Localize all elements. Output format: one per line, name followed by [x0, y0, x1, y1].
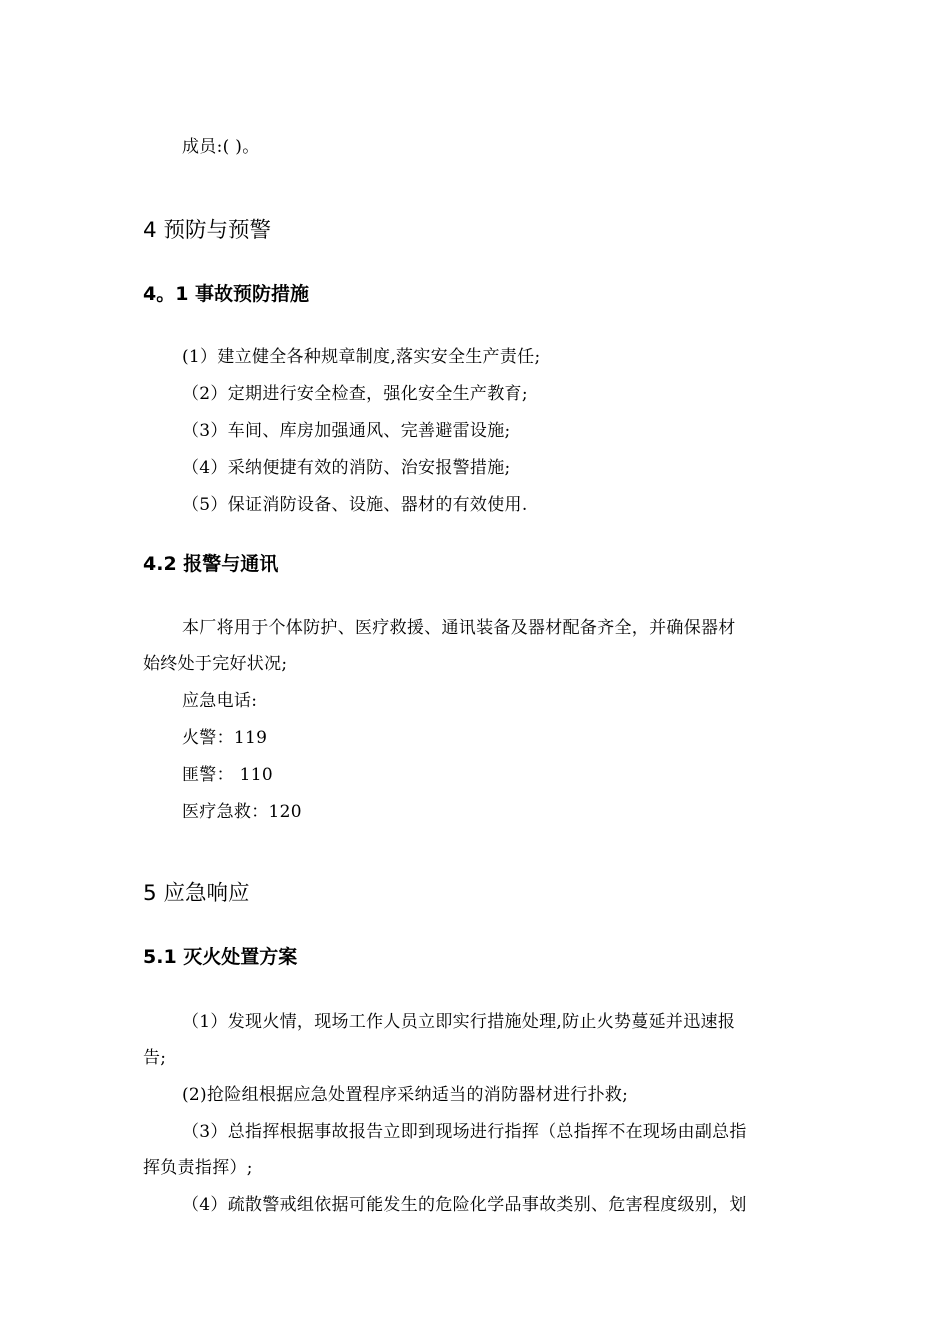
- fire-response-item-2: (2)抢险组根据应急处置程序采纳适当的消防器材进行扑救;: [182, 1085, 629, 1105]
- fire-response-item-4-line-1: （4）疏散警戒组依据可能发生的危险化学品事故类别、危害程度级别，划: [182, 1195, 747, 1215]
- equipment-paragraph-line-1: 本厂将用于个体防护、医疗救援、通讯装备及器材配备齐全，并确保器材: [182, 618, 736, 638]
- section-5-1-heading: 5.1 灭火处置方案: [143, 946, 298, 968]
- fire-response-item-1-line-2: 告;: [143, 1048, 167, 1068]
- prevention-item-3: （3）车间、库房加强通风、完善避雷设施;: [182, 421, 511, 441]
- fire-response-item-1-line-1: （1）发现火情，现场工作人员立即实行措施处理,防止火势蔓延并迅速报: [182, 1012, 736, 1032]
- prevention-item-2: （2）定期进行安全检查，强化安全生产教育;: [182, 384, 528, 404]
- phone-police: 匪警： 110: [182, 765, 273, 785]
- emergency-phone-title: 应急电话:: [182, 691, 258, 711]
- phone-medical: 医疗急救：120: [182, 802, 302, 822]
- phone-fire: 火警：119: [182, 728, 268, 748]
- section-4-heading: 4 预防与预警: [143, 218, 272, 243]
- fire-response-item-3-line-2: 挥负责指挥）;: [143, 1158, 253, 1178]
- section-4-2-heading: 4.2 报警与通讯: [143, 553, 279, 575]
- members-line: 成员:( )。: [182, 137, 260, 157]
- equipment-paragraph-line-2: 始终处于完好状况;: [143, 654, 288, 674]
- section-5-heading: 5 应急响应: [143, 881, 250, 906]
- prevention-item-4: （4）采纳便捷有效的消防、治安报警措施;: [182, 458, 511, 478]
- section-4-1-heading: 4。1 事故预防措施: [143, 283, 310, 305]
- fire-response-item-3-line-1: （3）总指挥根据事故报告立即到现场进行指挥（总指挥不在现场由副总指: [182, 1122, 747, 1142]
- prevention-item-5: （5）保证消防设备、设施、器材的有效使用.: [182, 495, 528, 515]
- prevention-item-1: (1）建立健全各种规章制度,落实安全生产责任;: [182, 347, 541, 367]
